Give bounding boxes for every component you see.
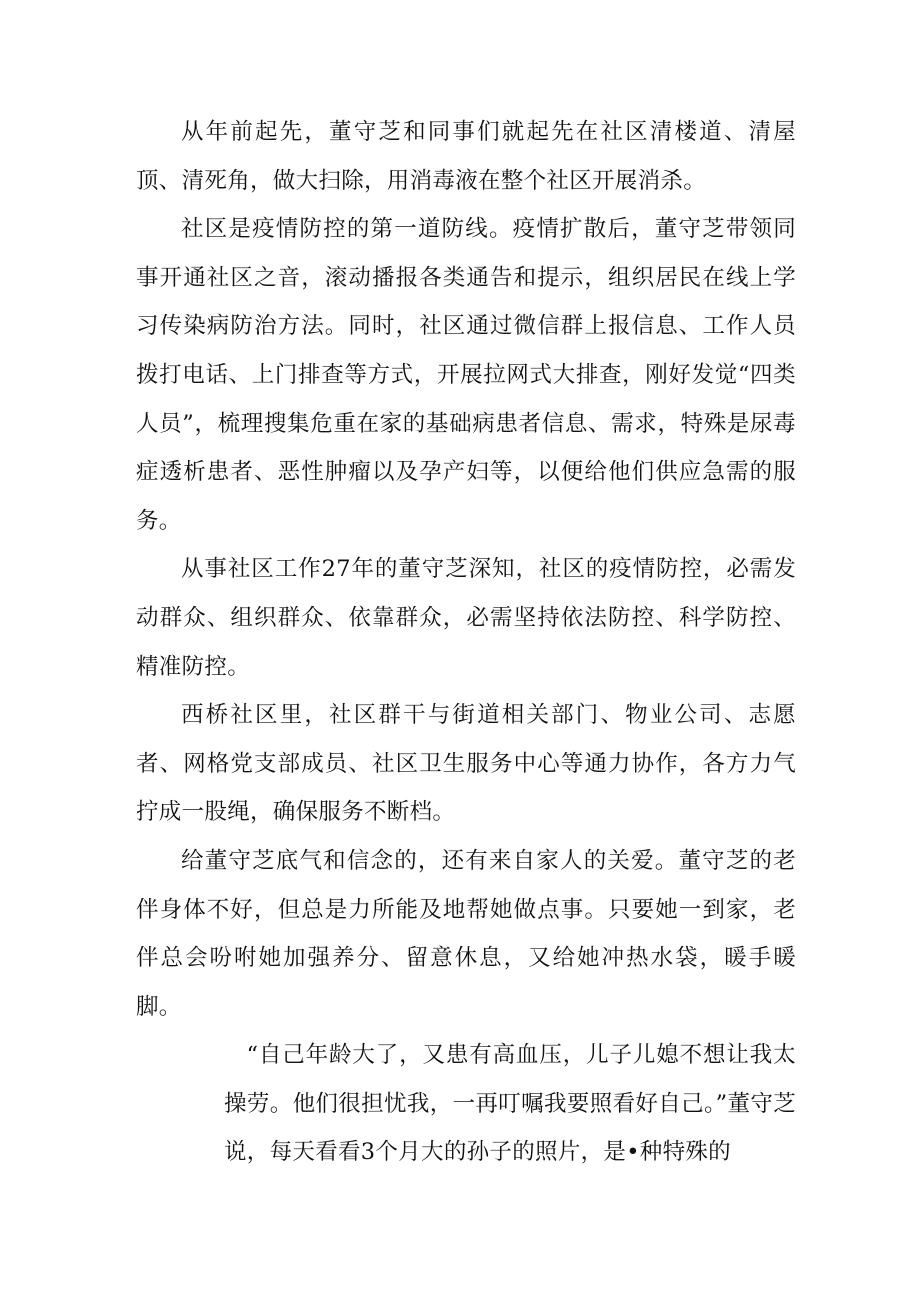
paragraph-2: 社区是疫情防控的第一道防线。疫情扩散后，董守芝带领同事开通社区之音，滚动播报各类通告和提示，组织居民在线上学习传染病防治方法。同时，社区通过微信群上报信息、工作人员拨打电话、上门排查等方式，开展拉网式大排查，刚好发觉“四类人员”，梳理搜集危重在家的基础病患者信息、需求，特殊是尿毒症透析患者、恶性肿瘤以及孕产妇等，以便给他们供应急需的服务。 — [136, 216, 796, 534]
article-body — [136, 108, 796, 1177]
paragraph-4: 西桥社区里，社区群干与街道相关部门、物业公司、志愿者、网格党支部成员、社区卫生服务中心等通力协作，各方力气拧成一股绳，确保服务不断档。 — [136, 702, 796, 826]
paragraph-1: 从年前起先，董守芝和同事们就起先在社区清楼道、清屋顶、清死角，做大扫除，用消毒液在整个社区开展消杀。 — [136, 119, 796, 194]
paragraph-5: 给董守芝底气和信念的，还有来自家人的关爱。董守芝的老伴身体不好，但总是力所能及地帮她做点事。只要她一到家，老伴总会吩咐她加强养分、留意休息，又给她冲热水袋，暖手暖脚。 — [136, 847, 796, 1020]
quote-paragraph: “自己年龄大了，又患有高血压，儿子儿媳不想让我太操劳。他们很担忧我，一再叮嘱我要照看好自己。”董守芝说，每天看看3个月大的孙子的照片，是•种特殊的 — [224, 1042, 796, 1166]
paragraph-3: 从事社区工作27年的董守芝深知，社区的疫情防控，必需发动群众、组织群众、依靠群众，必需坚持依法防控、科学防控、精准防控。 — [136, 556, 796, 680]
